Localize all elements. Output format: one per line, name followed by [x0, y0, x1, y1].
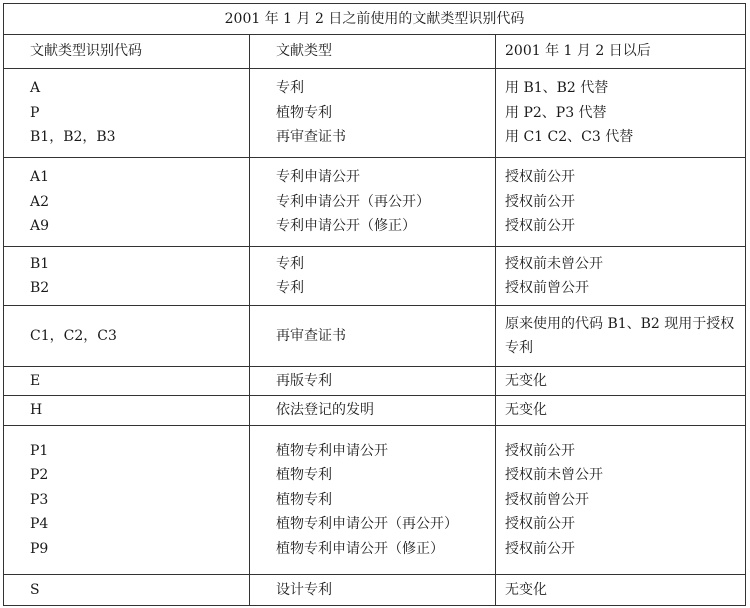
type-text: 植物专利申请公开 [276, 442, 388, 459]
code-text: B1 [30, 255, 50, 272]
code-cell [4, 69, 250, 158]
after-text: 无变化 [505, 402, 547, 419]
after-cell [496, 396, 746, 426]
table-header-row [4, 35, 746, 69]
type-text: 专利申请公开（再公开） [276, 193, 430, 210]
code-text: E [30, 372, 41, 389]
code-text: P9 [30, 540, 49, 557]
after-text: 用 P2、P3 代替 [505, 104, 607, 121]
type-text: 植物专利申请公开（再公开） [276, 516, 458, 533]
after-text: 授权前公开 [505, 193, 575, 210]
document-table-container [3, 3, 745, 606]
type-text: 依法登记的发明 [276, 402, 374, 419]
type-cell [250, 396, 496, 426]
after-cell [496, 426, 746, 575]
code-cell [4, 426, 250, 575]
type-text: 植物专利申请公开（修正） [276, 540, 444, 557]
table-row [4, 426, 746, 575]
type-text: 设计专利 [276, 581, 332, 598]
after-text: 无变化 [505, 581, 547, 598]
type-text: 专利 [276, 80, 304, 97]
after-text: 授权前公开 [505, 516, 575, 533]
type-text: 再审查证书 [276, 129, 346, 146]
type-text: 植物专利 [276, 467, 332, 484]
type-cell [250, 158, 496, 247]
code-text: A2 [30, 193, 50, 210]
type-text: 专利申请公开 [276, 169, 360, 186]
type-text: 专利 [276, 280, 304, 296]
after-cell [496, 306, 746, 367]
after-cell [496, 575, 746, 606]
type-text: 再审查证书 [276, 327, 346, 344]
code-cell [4, 575, 250, 606]
after-cell [496, 367, 746, 396]
column-header-code: 文献类型识别代码 [4, 35, 250, 69]
type-text: 再版专利 [276, 372, 332, 389]
table-title: 2001 年 1 月 2 日之前使用的文献类型识别代码 [4, 4, 746, 35]
type-cell [250, 575, 496, 606]
table-row [4, 69, 746, 158]
after-cell [496, 69, 746, 158]
type-text: 专利 [276, 255, 304, 272]
table-row [4, 575, 746, 606]
type-text: 专利申请公开（修正） [276, 218, 416, 235]
code-text: A [30, 80, 41, 97]
after-text: 授权前公开 [505, 540, 575, 557]
after-text: 授权前公开 [505, 169, 575, 186]
code-text: A9 [30, 218, 50, 235]
code-text: A1 [30, 169, 50, 186]
type-cell [250, 69, 496, 158]
after-text: 原来使用的代码 B1、B2 现用于授权专利 [505, 316, 735, 356]
code-text: B2 [30, 280, 50, 296]
type-text: 植物专利 [276, 491, 332, 508]
code-cell [4, 158, 250, 247]
table-row [4, 367, 746, 396]
type-cell [250, 247, 496, 306]
table-title-row [4, 4, 746, 35]
table-row [4, 158, 746, 247]
after-text: 授权前公开 [505, 442, 575, 459]
doc-type-code-table [3, 3, 746, 606]
code-text: H [30, 402, 43, 419]
code-cell [4, 367, 250, 396]
code-cell [4, 306, 250, 367]
type-cell [250, 426, 496, 575]
after-text: 授权前未曾公开 [505, 255, 603, 272]
code-text: P4 [30, 516, 49, 533]
code-text: S [30, 581, 40, 598]
type-cell [250, 306, 496, 367]
code-text: P [30, 104, 40, 121]
code-text: P3 [30, 491, 49, 508]
type-cell [250, 367, 496, 396]
after-cell [496, 158, 746, 247]
after-text: 无变化 [505, 372, 547, 389]
code-text: B1，B2，B3 [30, 129, 116, 146]
after-cell [496, 247, 746, 306]
table-row [4, 396, 746, 426]
after-text: 授权前公开 [505, 218, 575, 235]
after-text: 授权前未曾公开 [505, 467, 603, 484]
table-row [4, 306, 746, 367]
column-header-after: 2001 年 1 月 2 日以后 [496, 35, 746, 69]
code-text: P2 [30, 467, 49, 484]
after-text: 用 B1、B2 代替 [505, 80, 609, 97]
type-text: 植物专利 [276, 104, 332, 121]
after-text: 授权前曾公开 [505, 280, 589, 296]
code-cell [4, 247, 250, 306]
after-text: 用 C1 C2、C3 代替 [505, 129, 634, 146]
after-text: 授权前曾公开 [505, 491, 589, 508]
code-text: P1 [30, 442, 49, 459]
code-text: C1，C2，C3 [30, 327, 117, 344]
column-header-type: 文献类型 [250, 35, 496, 69]
code-cell [4, 396, 250, 426]
table-row [4, 247, 746, 306]
